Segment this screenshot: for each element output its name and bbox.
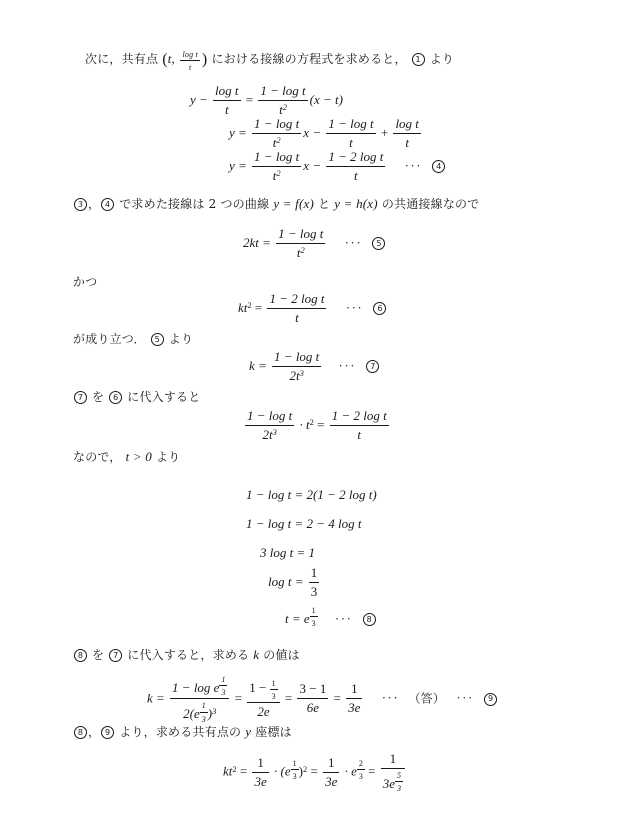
fraction: $\frac{\text{1 − 2 log t}}{t}$ xyxy=(331,408,387,442)
holds-line: が成り立つ． 5 より xyxy=(73,332,194,346)
equation-tangent-3: y = $\frac{\text{1 − log t}}{t^2}$ x − $\frac{\text{1 − 2 log t}}{t}$ ··· 4 xyxy=(229,150,446,184)
fraction: 1 3 xyxy=(201,701,206,724)
fraction: $\frac{\text{1 − log t}}{t}$ xyxy=(328,116,374,150)
equation-6: $kt^2$ = $\frac{\text{1 − 2 log t}}{t}$ ··· 6 xyxy=(238,292,387,326)
circled-number: 1 xyxy=(412,53,425,66)
fraction: $\frac{3 - 1}{6e}$ xyxy=(299,681,327,716)
solve-step-4: log t = $\frac{1}{3}$ xyxy=(268,565,318,599)
fraction: $\frac{1}{3e}$ xyxy=(325,754,338,789)
circled-number: 6 xyxy=(373,302,386,315)
circled-number: 5 xyxy=(372,237,385,250)
equation-k-value: k = 1 − log e $^{\frac{1}{3}}$ 2(e $^{\frac{1}{3}}$ )$^3$ = 1 − $\frac{1}{3}$ 2e = $\frac{3 - 1}{6e}$ = $\frac{1}{3e}$ ··· （答） ··· 9 xyxy=(147,675,498,724)
fraction: $\frac{1}{3}$ xyxy=(310,565,318,599)
circled-number: 8 xyxy=(363,613,376,626)
solve-step-3: 3 log t = 1 xyxy=(260,545,315,560)
fraction: $\frac{\text{1 − log t}}{2t^3}$ xyxy=(274,349,320,383)
answer-label: （答） xyxy=(408,691,446,706)
fraction: $\frac{\text{1 − log t}}{t^2}$ xyxy=(278,226,324,260)
solve-step-5: t = e $^{\frac{1}{3}}$ ··· 8 xyxy=(285,606,377,628)
intro-line: 次に，共有点 (t, $\frac{\text{log t}}{t}$ ) における接線の方程式を求めると， 1 より xyxy=(85,50,455,73)
fraction: 1 3 xyxy=(292,758,297,781)
fraction: 1 − $\frac{1}{3}$ 2e xyxy=(247,679,279,720)
substitute-line-2: 8 を 7 に代入すると，求める k の値は xyxy=(73,648,300,662)
equation-substituted: $\frac{\text{1 − log t}}{2t^3}$ · $t^2$ = $\frac{\text{1 − 2 log t}}{t}$ xyxy=(247,408,387,442)
circled-number: 4 xyxy=(432,160,445,173)
circled-number: 7 xyxy=(366,360,379,373)
circled-number: 9 xyxy=(101,726,114,739)
text-katsu: かつ xyxy=(73,275,98,289)
fraction: 1 3 xyxy=(311,606,316,629)
fraction: 5 3 xyxy=(397,770,401,794)
condition-line: なので， t > 0 より xyxy=(73,449,181,464)
circled-number: 4 xyxy=(101,198,114,211)
fraction: $\frac{\text{1 − 2 log t}}{t}$ xyxy=(328,149,384,183)
fraction: $\frac{\text{1 − log t}}{t^2}$ xyxy=(254,149,300,183)
circled-number: 8 xyxy=(74,649,87,662)
fraction: 2 3 xyxy=(358,758,363,781)
solve-step-1: 1 − log t = 2(1 − 2 log t) xyxy=(246,487,377,502)
equation-5: 2kt = $\frac{\text{1 − log t}}{t^2}$ ··· 5 xyxy=(243,227,386,261)
fraction: 1 3 xyxy=(221,675,226,698)
equation-tangent-2: y = $\frac{\text{1 − log t}}{t^2}$ x − $\frac{\text{1 − log t}}{t}$ + $\frac{\text{log t}}{t}$ xyxy=(229,116,419,150)
equation-y-coordinate: $kt^2$ = $\frac{1}{3e}$ · (e $^{\frac{1}{3}}$ )$^2$ = $\frac{1}{3e}$ · e $^{\frac{2}{3}}$ = 1 3e $^{\frac{5}{3}}$ xyxy=(223,752,407,793)
final-line: 8 ， 9 より，求める共有点の y 座標は xyxy=(73,725,292,739)
solve-step-2: 1 − log t = 2 − 4 log t xyxy=(246,516,362,531)
fraction: 1 3e $^{\frac{5}{3}}$ xyxy=(381,752,405,793)
equation-7: k = $\frac{\text{1 − log t}}{2t^3}$ ··· 7 xyxy=(249,350,380,384)
circled-number: 5 xyxy=(151,333,164,346)
equation-tangent-1: y − $\frac{\text{log t}}{t}$ = $\frac{\text{1 − log t}}{t^2}$ (x − t) xyxy=(190,83,343,117)
circled-number: 3 xyxy=(74,198,87,211)
circled-number: 9 xyxy=(484,693,497,706)
fraction: $\frac{\text{log t}}{t}$ xyxy=(215,83,239,117)
fraction: $\frac{\text{1 − log t}}{t^2}$ xyxy=(260,83,306,117)
circled-number: 7 xyxy=(74,391,87,404)
substitute-line-1: 7 を 6 に代入すると xyxy=(73,391,200,404)
fraction: $\frac{\text{log t}}{t}$ xyxy=(182,50,198,73)
fraction: $\frac{\text{1 − log t}}{2t^3}$ xyxy=(247,408,293,442)
common-tangent-line: 3 ， 4 で求めた接線は 2 つの曲線 y = f(x) と y = h(x) の共通接線なので xyxy=(73,197,479,211)
circled-number: 6 xyxy=(109,391,122,404)
fraction: $\frac{\text{log t}}{t}$ xyxy=(395,116,419,150)
fraction: $\frac{1}{3e}$ xyxy=(254,754,267,789)
fraction: $\frac{\text{1 − log t}}{t^2}$ xyxy=(254,116,300,150)
fraction: $\frac{\text{1 − 2 log t}}{t}$ xyxy=(269,291,325,325)
fraction: $\frac{1}{3}$ xyxy=(271,678,276,701)
fraction: 1 − log e $^{\frac{1}{3}}$ 2(e $^{\frac{1}{3}}$ )$^3$ xyxy=(170,675,229,724)
fraction: $\frac{1}{3e}$ xyxy=(348,681,361,716)
circled-number: 7 xyxy=(109,649,122,662)
circled-number: 8 xyxy=(74,726,87,739)
